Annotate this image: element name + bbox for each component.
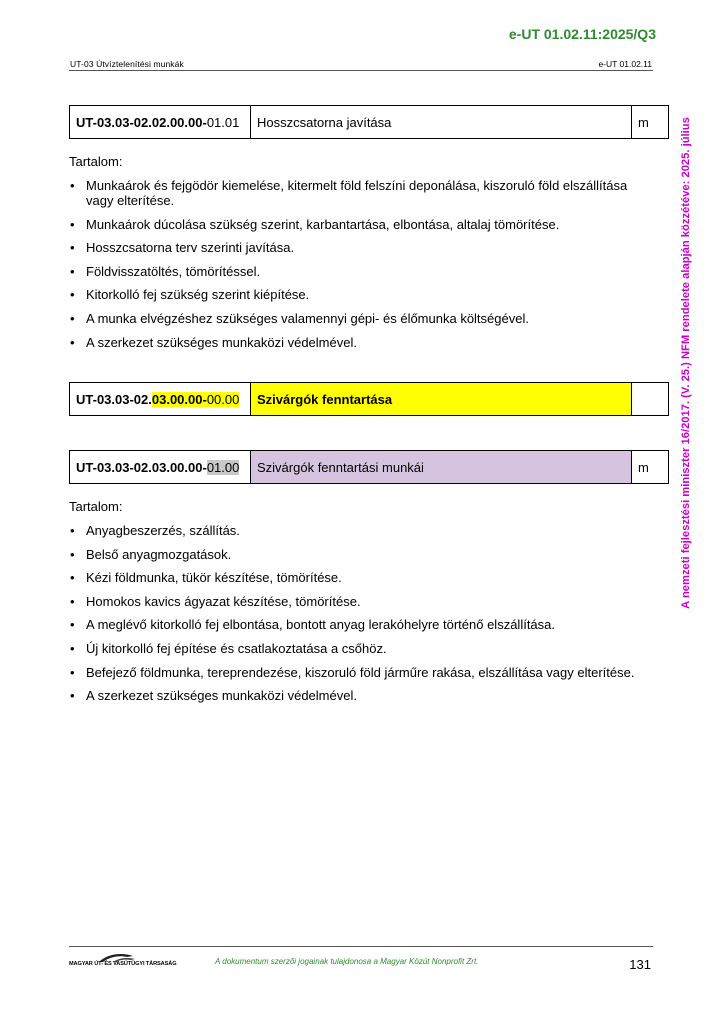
item-name: Szivárgók fenntartási munkái xyxy=(251,451,632,484)
side-note-text: A nemzeti fejlesztési miniszter 16/2017. (V. 25.) NFM rendelete alapján közzétéve: 2025. július xyxy=(680,116,692,609)
document-reference: e-UT 01.02.11 xyxy=(598,59,652,69)
content-list-2 xyxy=(69,523,654,712)
list-item: • Anyagbeszerzés, szállítás. xyxy=(69,523,654,538)
item-code xyxy=(70,106,251,139)
item-name: Hosszcsatorna javítása xyxy=(251,106,632,139)
item-code-main: UT-03.03-02.02.00.00- xyxy=(76,115,207,130)
content-label: Tartalom: xyxy=(69,499,123,514)
list-item: • A munka elvégzéshez szükséges valamennyi gépi- és élőmunka költségével. xyxy=(69,311,654,326)
company-name: MAGYAR ÚT- ÉS VASÚTÜGYI TÁRSASÁG xyxy=(69,961,177,967)
list-item: • Földvisszatöltés, tömörítéssel. xyxy=(69,264,654,279)
item-table-hosszcsatorna xyxy=(69,105,669,139)
list-item: • Homokos kavics ágyazat készítése, tömörítése. xyxy=(69,594,654,609)
item-code-highlight: 03.00.00- xyxy=(151,392,207,407)
item-unit xyxy=(632,383,669,416)
side-publication-note xyxy=(676,96,696,629)
list-item: • Munkaárok dúcolása szükség szerint, karbantartása, elbontása, altalaj tömörítése. xyxy=(69,217,654,232)
item-unit: m xyxy=(632,106,669,139)
content-list-1 xyxy=(69,178,654,358)
footer-divider xyxy=(69,946,653,947)
item-code xyxy=(70,451,251,484)
list-item: • A meglévő kitorkolló fej elbontása, bontott anyag lerakóhelyre történő elszállítása. xyxy=(69,617,654,632)
item-code-suffix: 01.00 xyxy=(206,460,240,475)
document-code: e-UT 01.02.11:2025/Q3 xyxy=(508,26,656,42)
copyright-notice: A dokumentum szerzői jogainak tulajdonosa a Magyar Közút Nonprofit Zrt. xyxy=(215,957,479,966)
list-item: • Kitorkolló fej szükség szerint kiépítése. xyxy=(69,287,654,302)
page-number: 131 xyxy=(629,957,651,972)
list-item: • Befejező földmunka, tereprendezése, kiszoruló föld járműre rakása, elszállítása vagy elterítése. xyxy=(69,665,654,680)
item-table-szivargok xyxy=(69,382,669,416)
item-code xyxy=(70,383,251,416)
item-code-suffix: 01.01 xyxy=(206,115,240,130)
list-item: • Hosszcsatorna terv szerinti javítása. xyxy=(69,240,654,255)
list-item: • Munkaárok és fejgödör kiemelése, kitermelt föld felszíni deponálása, kiszoruló föld elszállítása vagy elterítése. xyxy=(69,178,654,208)
item-code-main: UT-03.03-02. xyxy=(76,392,152,407)
item-code-main: UT-03.03-02.03.00.00- xyxy=(76,460,207,475)
list-item: • Új kitorkolló fej építése és csatlakoztatása a csőhöz. xyxy=(69,641,654,656)
chapter-title: UT-03 Útvíztelenítési munkák xyxy=(70,59,184,69)
header-divider xyxy=(69,70,653,71)
list-item: • Belső anyagmozgatások. xyxy=(69,547,654,562)
list-item: • A szerkezet szükséges munkaközi védelmével. xyxy=(69,688,654,703)
item-table-szivargok-munkai xyxy=(69,450,669,484)
list-item: • A szerkezet szükséges munkaközi védelmével. xyxy=(69,335,654,350)
item-unit: m xyxy=(632,451,669,484)
item-code-suffix: 00.00 xyxy=(206,392,240,407)
item-name xyxy=(251,383,632,416)
item-name-text: Szivárgók fenntartása xyxy=(257,392,393,407)
list-item: • Kézi földmunka, tükör készítése, tömörítése. xyxy=(69,570,654,585)
content-label: Tartalom: xyxy=(69,154,123,169)
